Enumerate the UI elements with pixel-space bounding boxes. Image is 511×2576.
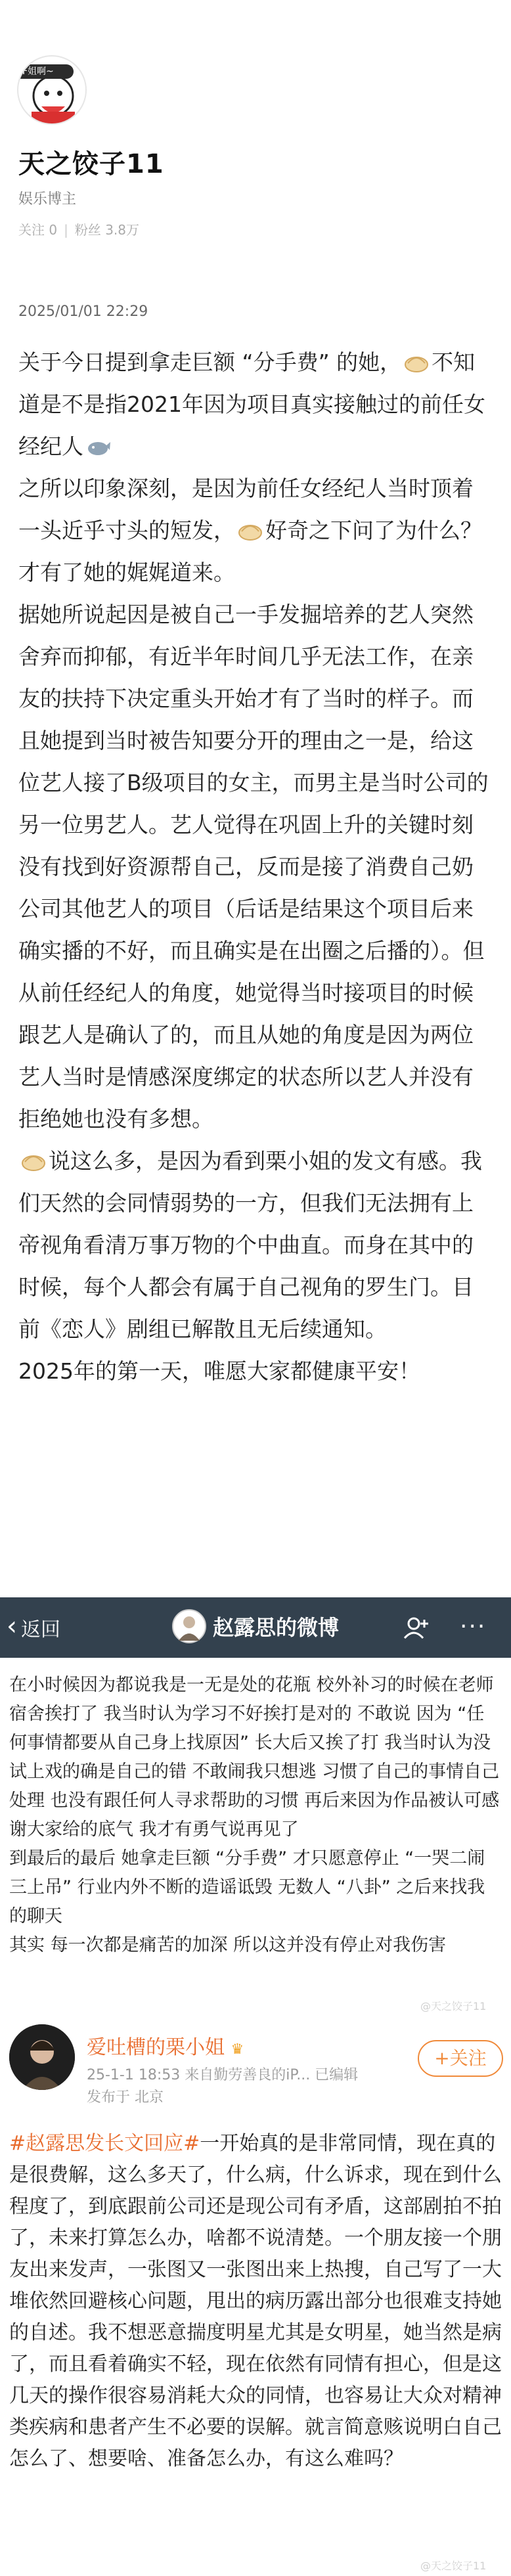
back-label: 返回 [21, 1618, 60, 1641]
quoted-post-text: 在小时候因为都说我是一无是处的花瓶 校外补习的时候在老师宿舍挨打了 我当时认为学习不好挨打是对的 不敢说 因为 “任何事情都要从自己身上找原因” 长大后又挨了打 我当时认为没试上戏的确是自己的错 不敢闹我只想逃 习惯了自己的事情自己处理 也没有跟任何人寻求帮助的习惯 再后来因为作品被认可感谢大家给的底气 我才有勇气说再见了 到最后的最后 她拿走巨额 “分手费” 才只愿意停止 “一哭二闹三上吊” 行业内外不断的造谣诋毁 无数人 “八卦” 之后来找我的聊天 其实 每一次都是痛苦的加深 所以这并没有停止对我伤害 [9, 1675, 500, 1955]
back-button[interactable] [7, 1613, 60, 1642]
card-location: 发布于 北京 [87, 2089, 164, 2106]
author-stats: 关注 0 | 粉丝 3.8万 [18, 222, 140, 238]
post-text: 之所以印象深刻，是因为前任女经纪人当时顶着一头近乎寸头的短发， [18, 476, 474, 543]
author-name[interactable]: 天之饺子11 [18, 149, 164, 179]
more-icon[interactable]: ··· [460, 1613, 487, 1640]
topbar-title-group [172, 1609, 339, 1643]
avatar-badge: F姐啊~ [18, 64, 74, 79]
dumpling-emoji-icon [238, 520, 263, 542]
post-paragraph: 据她所说起因是被自己一手发掘培养的艺人突然舍弃而抑郁，有近半年时间几乎无法工作，在亲友的扶持下决定重头开始才有了当时的样子。而且她提到当时被告知要分开的理由之一是，给这位艺人接了B级项目的女主，而男主是当时公司的另一位男艺人。艺人觉得在巩固上升的关键时刻没有找到好资源帮自己，反而是接了消费自己奶公司其他艺人的项目（后话是结果这个项目后来确实播的不好，而且确实是在出圈之后播的）。但从前任经纪人的角度，她觉得当时接项目的时候跟艺人是确认了的，而且从她的角度是因为两位艺人当时是情感深度绑定的状态所以艺人并没有拒绝她也没有多想。 [18, 602, 489, 1132]
post-text: 不知道是不是指2021年因为项目真实接触过的前任女经纪人 [18, 349, 485, 459]
hashtag-link[interactable]: #赵露思发长文回应# [9, 2132, 200, 2155]
embedded-screenshot [0, 1597, 511, 2576]
post-paragraph [18, 468, 493, 594]
post-paragraph [18, 342, 493, 468]
watermark: @天之饺子11 [420, 2560, 487, 2572]
card-text-body: 一开始真的是非常同情，现在真的是很费解，这么多天了，什么病，什么诉求，现在到什么程度了，到底跟前公司还是现公司有矛盾，这部剧拍不拍了，未来打算怎么办，啥都不说清楚。一个朋友接一个朋友出来发声，一张图又一张图出来上热搜，自己写了一大堆依然回避核心问题，甩出的病历露出部分也很难支持她的自述。我不想恶意揣度明星尤其是女明星，她当然是病了，而且看着确实不轻，现在依然有同情有担心，但是这几天的操作很容易消耗大众的同情，也容易让大众对精神类疾病和患者产生不必要的误解。就言简意赅说明白自己怎么了、想要啥、准备怎么办，有这么难吗？ [9, 2132, 502, 2470]
card-author-name[interactable] [87, 2031, 244, 2060]
author-avatar[interactable] [17, 55, 87, 125]
avatar-figure-icon [9, 2024, 75, 2090]
profile-avatar[interactable] [172, 1609, 206, 1643]
post-text: 好奇之下问了为什么？才有了她的娓娓道来。 [18, 518, 482, 585]
follow-user-icon[interactable] [402, 1614, 431, 1641]
author-role: 娱乐博主 [18, 191, 77, 208]
follow-button[interactable]: +关注 [418, 2040, 503, 2077]
card-text [9, 2128, 503, 2475]
follow-count[interactable]: 关注 0 [18, 222, 58, 238]
post-date: 2025/01/01 22:29 [18, 303, 148, 320]
post-body [18, 342, 493, 1392]
post-text: 说这么多，是因为看到栗小姐的发文有感。我们天然的会同情弱势的一方，但我们无法拥有上帝视角看清万事万物的个中曲直。而身在其中的时候，每个人都会有属于自己视角的罗生门。目前《恋人》剧组已解散且无后续通知。 [18, 1148, 482, 1342]
weibo-topbar [0, 1597, 511, 1658]
post-paragraph [18, 1140, 493, 1350]
chevron-left-icon: ‹ [7, 1611, 17, 1641]
fans-count[interactable]: 粉丝 3.8万 [74, 222, 140, 238]
dumpling-emoji-icon [21, 1150, 46, 1172]
dumpling-emoji-icon [404, 351, 429, 374]
vip-crown-icon: ♛ [231, 2041, 244, 2058]
card-author-avatar[interactable] [9, 2024, 75, 2090]
watermark: @天之饺子11 [420, 2000, 487, 2012]
topbar-title: 赵露思的微博 [213, 1615, 340, 1640]
avatar-figure-icon [173, 1610, 205, 1642]
card-meta: 25-1-1 18:53 来自勤劳善良的iP... 已编辑 [87, 2067, 359, 2083]
card-author-name-text: 爱吐槽的栗小姐 [87, 2036, 225, 2059]
whale-emoji-icon [86, 435, 111, 458]
post-paragraph: 2025年的第一天，唯愿大家都健康平安！ [18, 1358, 420, 1384]
post-text: 关于今日提到拿走巨额 “分手费” 的她， [18, 349, 402, 375]
